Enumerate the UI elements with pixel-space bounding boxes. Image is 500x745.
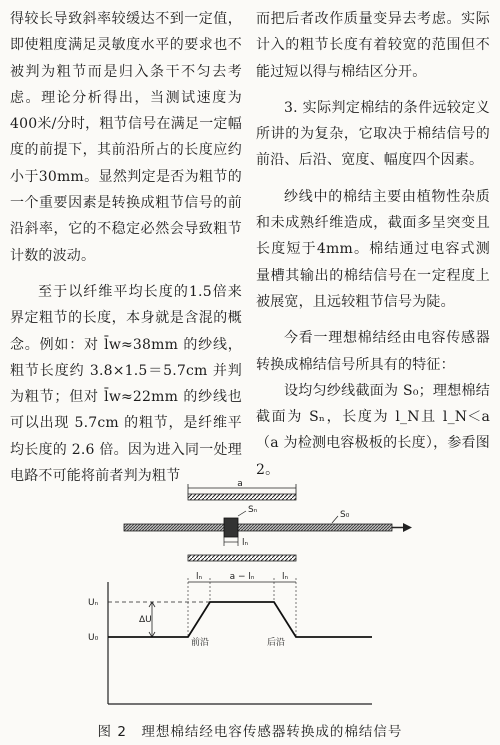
label-delta-u: ΔU: [139, 615, 152, 625]
left-paragraph-2: 至于以纤维平均长度的1.5倍来界定粗节的长度，本身就是含混的概念。例如：对 l̄w≈38mm 的纱线，粗节长度约 3.8×1.5＝5.7cm 并判为粗节；但对 l̄w≈22mm 的纱线也可以出现 5.7cm 的粗节，是纤维平均长度的 2.6 倍。因为进入同一处理电路不可能将前者判为粗节: [10, 283, 242, 485]
label-sn: Sₙ: [248, 505, 258, 515]
figure-caption: 图 2 理想棉结经电容传感器转换成的棉结信号: [97, 724, 403, 740]
label-leading-edge: 前沿: [190, 638, 210, 648]
label-a-minus-ln: a − lₙ: [229, 572, 255, 582]
label-u0: U₀: [88, 633, 99, 643]
right-text-column: [256, 6, 490, 483]
label-un: Uₙ: [88, 598, 99, 608]
label-ln-left: lₙ: [195, 572, 203, 582]
right-paragraph-3: 纱线中的棉结主要由植物性杂质和未成熟纤维造成，截面多呈突变且长度短于4mm。棉结通过电容式测量槽其输出的棉结信号在一定程度上被展宽，且远较粗节信号为陡。: [256, 188, 490, 310]
nep-signal-diagram: [60, 478, 440, 716]
upper-capacitor-plate: [188, 494, 296, 500]
label-a: a: [237, 479, 243, 489]
yarn-direction-arrow: [403, 523, 412, 532]
left-text-column: [10, 6, 242, 489]
nep: [224, 518, 238, 537]
yarn: [124, 524, 392, 531]
right-paragraph-4: 今看一理想棉结经由电容传感器转换成棉结信号所具有的特征：: [256, 330, 490, 373]
label-ln: lₙ: [242, 538, 249, 548]
right-paragraph-1: 而把后者改作质量变异去考虑。实际计入的粗节长度有着较宽的范围但不能过短以得与棉结区分开。: [256, 11, 490, 80]
label-ln-right: lₙ: [281, 572, 289, 582]
right-paragraph-2: 3. 实际判定棉结的条件远较定义所讲的为复杂，它取决于棉结信号的前沿、后沿、宽度、幅度四个因素。: [256, 99, 490, 169]
right-paragraph-5: 设均匀纱线截面为 S₀；理想棉结截面为 Sₙ，长度为 l_N且 l_N＜a（a 为检测电容极板的长度），参看图 2。: [256, 382, 490, 478]
left-paragraph-1: 得较长导致斜率较缓达不到一定值，即使粗度满足灵敏度水平的要求也不被判为粗节而是归入条干不匀去考虑。理论分析得出，当测试速度为400米/分时，粗节信号在满足一定幅度的前提下，其前沿所占的长度应约小于30mm。显然判定是否为粗节的一个重要因素是转换成粗节信号的前沿斜率，它的不稳定必然会导致粗节计数的波动。: [10, 11, 242, 264]
label-trailing-edge: 后沿: [266, 638, 286, 648]
lower-capacitor-plate: [188, 555, 296, 561]
label-s0: S₀: [340, 510, 350, 520]
